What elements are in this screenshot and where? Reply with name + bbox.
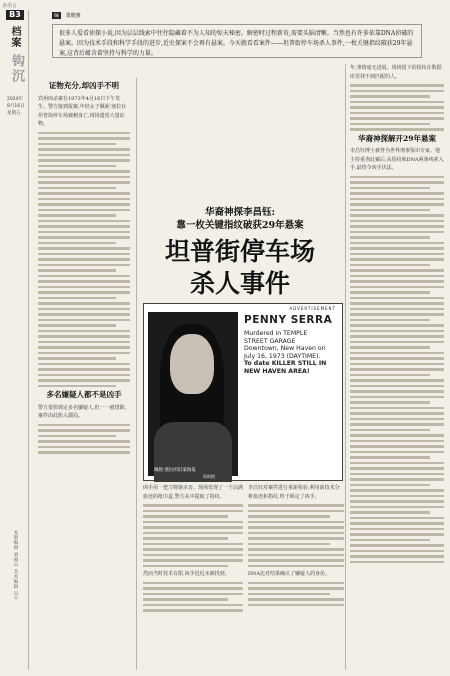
feature-headline [140,236,340,300]
photo-caption-left: 佩妮·塞拉的旧案海报 [154,468,196,473]
center2-para-1: 李昌钰对案件进行重新检验,利用新技术分析血迹和指纹,终于锁定了凶手。 [248,485,340,500]
poster-desc-line: NEW HAVEN AREA! [244,367,310,375]
center-column-2 [248,484,344,609]
left-subhead-1: 证物充分,却凶手不明 [48,81,120,90]
center-column-1 [143,484,243,615]
poster-desc-line: STREET GARAGE [244,337,296,345]
editor-name: 萧健雅 [65,13,81,19]
center-para-2: 然而当时技术有限,凶手迟迟未被找到。 [143,571,230,577]
left-subhead-2: 多名嫌疑人都不是凶手 [46,390,122,399]
center2-para-2: DNA比对结果确认了嫌疑人的身份。 [248,571,330,577]
intro-box [52,24,422,58]
victim-photo [148,312,238,479]
right-para-1: 年,事情毫无进展。现场留下的指纹在数据库里找不到匹配的人。 [350,65,442,80]
headline-line-1: 坦普街停车场 [164,237,315,266]
center-para-1: 凶手用一把刀将她杀害。现场发现了一个沾满血迹的纸巾盒,警方从中提取了指纹。 [143,485,244,500]
poster-description [244,330,340,376]
editor-tag: 编 [54,13,60,19]
poster-ad-label: ADVERTISEMENT [289,306,336,311]
poster-desc-line: July 16, 1973 (DAYTIME). [244,352,321,360]
left-column [38,78,130,457]
wanted-poster [143,303,343,481]
kicker-line-1: 华裔神探李昌钰: [204,207,275,218]
section-subtitle: 钩沉 [9,54,24,84]
kicker-line-2: 靠一枚关键指纹破获29年悬案 [176,220,304,231]
feature-kicker [140,206,340,232]
left-rail [6,10,29,670]
poster-desc-line: Murdered in TEMPLE [244,330,308,337]
right-subhead: 华裔神探解开29年悬案 [358,133,436,143]
intro-text: 很多人爱看侦探小说,因为层层线索中往往隐藏着不为人知的惊天秘密。解密时过程新奇,需要头脑清晰。当然也有许多依靠DNA侦破的悬案。因为技术手段和科学手段的进步,近史探案不会再有悬案。今天就看看案件——坦普街停车场杀人事件,一枚关键指纹破获29年悬案,这背后蕴含着坚持与科学的力量。 [59,30,414,57]
editor-credit [52,12,81,19]
photo-caption-right: 资料图 [203,474,215,479]
headline-line-2: 杀人事件 [189,269,290,298]
left-para-2: 警方很快锁定多名嫌疑人,但一一被排除。案件由此陷入僵局。 [38,404,130,419]
top-line: 多语言 [2,3,18,9]
poster-name: PENNY SERRA [244,314,333,326]
section-title: 档案 [9,26,20,48]
issue-date: 2024年 8月16日 星期五 [7,97,25,116]
right-para-2: 李昌钰博士被誉为世界刑事鉴识专家。他主持重查此案后,从指纹和DNA两条线索入手,最终令凶手伏法。 [350,148,444,171]
right-column [350,64,444,566]
page-number: B3 [6,10,24,20]
poster-desc-line: To date KILLER STILL IN [244,360,327,368]
rail-footer: 本版编辑 刘福山 美术编辑 冯宇 [13,530,18,601]
poster-desc-line: Downtown, New Haven on [244,345,326,353]
left-para-1: 宾州凶杀案在1973年4月16日下午发生。警方接到报案,年轻女子佩妮·塞拉在坦普街停车场被刺身亡,现场遗留大量证物。 [38,95,127,127]
